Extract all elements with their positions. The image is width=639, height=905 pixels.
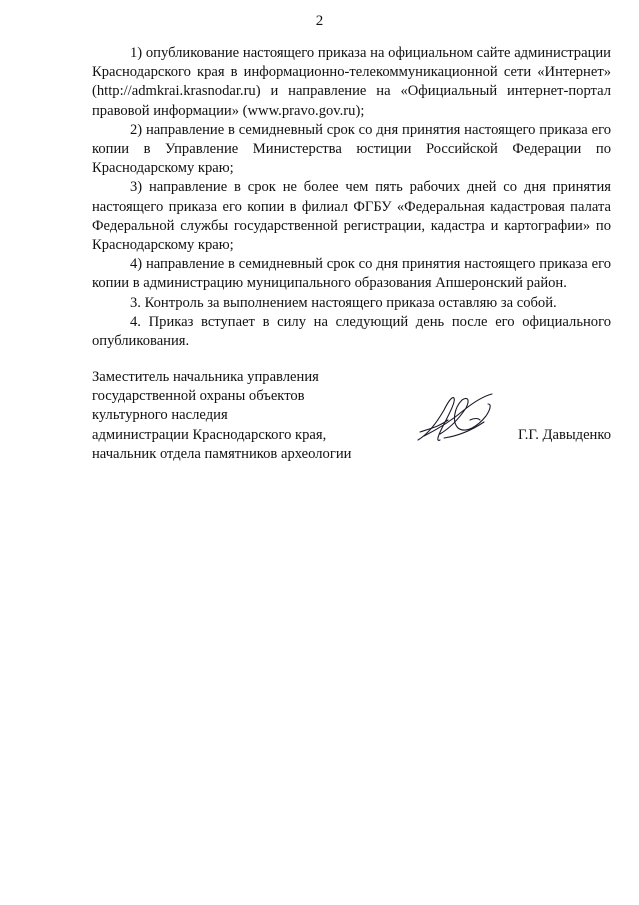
signer-title-line: культурного наследия <box>92 407 228 424</box>
signer-title-line: государственной охраны объектов <box>92 388 305 405</box>
signature-block <box>92 368 611 462</box>
paragraph-ministry-of-justice: 2) направление в семидневный срок со дня принятия настоящего приказа его копии в Управление Министерства юстиции Российской Федерации по Краснодарскому краю; <box>92 121 611 177</box>
signer-name: Г.Г. Давыденко <box>517 426 611 443</box>
paragraph-cadastral-chamber: 3) направление в срок не более чем пять рабочих дней со дня принятия настоящего приказа его копии в филиал ФГБУ «Федеральная кадастровая палата Федеральной службы государственной регистрации, кадастра и картографии» по Краснодарскому краю; <box>92 179 611 254</box>
handwritten-signature-icon <box>414 390 498 446</box>
paragraph-entry-into-force: 4. Приказ вступает в силу на следующий день после его официального опубликования. <box>92 313 611 350</box>
paragraph-municipal-administration: 4) направление в семидневный срок со дня принятия настоящего приказа его копии в администрацию муниципального образования Апшеронский район. <box>92 256 611 292</box>
page-number: 2 <box>315 13 324 29</box>
document-body <box>92 44 611 351</box>
signer-title-line: администрации Краснодарского края, <box>92 426 327 443</box>
paragraph-publication: 1) опубликование настоящего приказа на официальном сайте администрации Краснодарского края в информационно-телекоммуникационной сети «Интернет» (http://admkrai.krasnodar.ru) и направление на «Официальный интернет-портал правовой информации» (www.pravo.gov.ru); <box>92 45 611 119</box>
paragraph-control: 3. Контроль за выполнением настоящего приказа оставляю за собой. <box>130 294 557 311</box>
signer-title-line: начальник отдела памятников археологии <box>92 445 352 462</box>
signer-title-line: Заместитель начальника управления <box>92 369 319 385</box>
signer-title <box>92 368 611 464</box>
